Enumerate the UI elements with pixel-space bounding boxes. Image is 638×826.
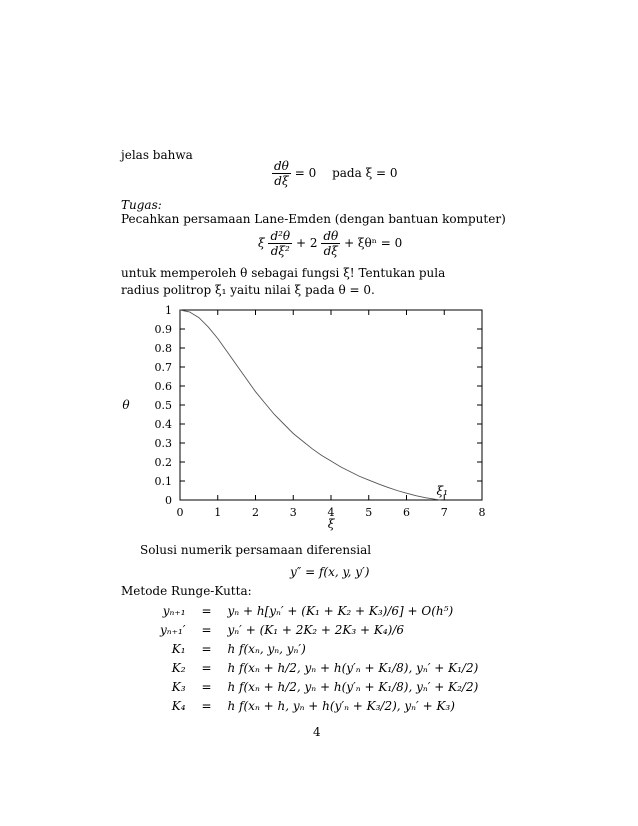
ode-equation: y″ = f(x, y, y′) [290, 565, 370, 579]
rk-rhs: h f(xₙ + h/2, yₙ + h(y′ₙ + K₁/8), yₙ′ + K₁/2) [227, 660, 479, 675]
rk-row [160, 697, 478, 716]
y-tick-label: 0.8 [154, 342, 172, 355]
rk-lhs: K₂ [171, 660, 186, 675]
task-label: Tugas: [121, 198, 162, 212]
y-tick-label: 0.6 [154, 380, 172, 393]
page-number: 4 [313, 725, 321, 739]
y-tick-label: 1 [165, 304, 172, 317]
rk-rhs: h f(xₙ + h/2, yₙ + h(y′ₙ + K₁/8), yₙ′ + K₂/2) [227, 679, 479, 694]
ode-intro: Solusi numerik persamaan diferensial [140, 543, 372, 557]
y-tick-label: 0.2 [154, 456, 172, 469]
rk-lhs: yₙ₊₁ [162, 603, 186, 618]
boundary-fraction [272, 160, 291, 187]
x-tick-label: 2 [252, 506, 259, 519]
rk-lhs: K₁ [171, 641, 186, 656]
rk-rhs: yₙ′ + (K₁ + 2K₂ + 2K₃ + K₄)/6 [227, 622, 405, 637]
y-tick-label: 0.5 [154, 399, 172, 412]
rk-rhs: h f(xₙ, yₙ, yₙ′) [227, 641, 306, 656]
le-frac2-den: dξ [323, 244, 338, 258]
task-text: Pecahkan persamaan Lane-Emden (dengan bantuan komputer) [121, 212, 506, 226]
x-tick-label: 4 [327, 506, 335, 519]
le-tail: + ξθⁿ = 0 [344, 236, 403, 250]
rk-op: = [201, 641, 212, 656]
rk-rhs: h f(xₙ + h, yₙ + h(y′ₙ + K₃/2), yₙ′ + K₃) [227, 698, 455, 713]
x-tick-label: 3 [289, 506, 297, 519]
rk-op: = [201, 698, 212, 713]
x-tick-label: 8 [478, 506, 486, 519]
x-tick-label: 5 [365, 506, 373, 519]
plot-frame [180, 310, 482, 500]
rk-rhs: yₙ + h[yₙ′ + (K₁ + K₂ + K₃)/6] + O(h⁵) [227, 603, 454, 618]
le-frac1-num: d²θ [270, 229, 291, 243]
le-lead: ξ [258, 236, 265, 250]
rk-lhs: K₄ [171, 698, 186, 713]
y-tick-label: 0 [165, 494, 172, 507]
y-tick-label: 0.1 [154, 475, 172, 488]
x-tick-label: 0 [176, 506, 184, 519]
theta-curve [180, 310, 440, 500]
x-axis-label: ξ [327, 517, 335, 531]
boundary-rhs: = 0 [294, 166, 317, 180]
le-plus2: + 2 [295, 236, 318, 250]
lane-emden-chart [0, 300, 638, 545]
y-tick-label: 0.9 [154, 323, 172, 336]
le-frac1-den: dξ² [270, 244, 290, 258]
le-fraction-1 [268, 230, 292, 257]
rk-op: = [201, 679, 212, 694]
le-fraction-2 [321, 230, 340, 257]
rk-row [160, 678, 478, 697]
rk-lhs: K₃ [171, 679, 186, 694]
boundary-condition: pada ξ = 0 [332, 166, 398, 180]
boundary-den: dξ [274, 174, 289, 188]
paragraph-text: untuk memperoleh θ sebagai fungsi ξ! Tentukan pula radius politrop ξ₁ yaitu nilai ξ pada θ = 0. [121, 266, 446, 297]
intro-text: jelas bahwa [121, 148, 193, 162]
y-tick-label: 0.3 [154, 437, 172, 450]
y-axis-label: θ [122, 398, 130, 412]
rk-row [160, 640, 478, 659]
rk-row [160, 621, 478, 640]
y-tick-label: 0.4 [154, 418, 172, 431]
rk-op: = [201, 660, 212, 675]
boundary-equation [272, 160, 398, 187]
rk-op: = [201, 603, 212, 618]
rk-label: Metode Runge-Kutta: [121, 584, 252, 598]
x-tick-label: 7 [440, 506, 448, 519]
rk-table [160, 602, 478, 716]
boundary-num: dθ [274, 159, 289, 173]
le-frac2-num: dθ [323, 229, 339, 243]
rk-row [160, 602, 478, 621]
x-tick-label: 6 [403, 506, 410, 519]
rk-op: = [201, 622, 212, 637]
xi1-annotation: ξ₁ [436, 484, 448, 498]
rk-table-wrap [160, 602, 478, 716]
y-tick-label: 0.7 [154, 361, 172, 374]
rk-row [160, 659, 478, 678]
rk-lhs: yₙ₊₁′ [160, 622, 186, 637]
x-tick-label: 1 [214, 506, 222, 519]
lane-emden-equation [258, 230, 402, 257]
